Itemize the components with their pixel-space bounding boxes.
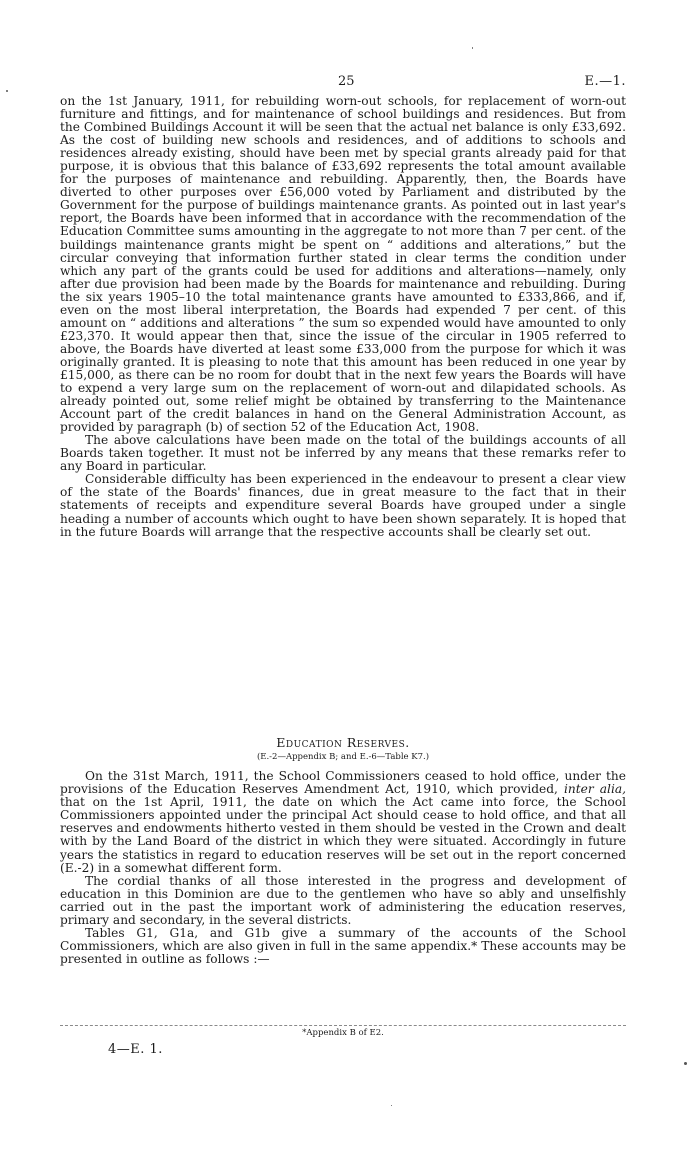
footnote-rule: [60, 1025, 626, 1026]
paragraph-difficulty: Considerable difficulty has been experienced in the endeavour to present a clear view of the state of the Boards' finances, due in great measure to the fact that in their statements of receipts and expenditure several Boards have grouped under a single heading a number of accounts which ought to have been shown separately. It is hoped that in the future Boards will arrange that the respective accounts shall be clearly set out.: [60, 472, 626, 539]
paragraph-commissioners-end: that on the 1st April, 1911, the date on which the Act came into force, the School Commissioners appointed under the principal Act should cease to hold office, and that all reserves and endowments hitherto vested in them should be vested in the Crown and dealt with by the Land Board of the district in which they were situated. Accordingly in future years the statistics in regard to education reserves will be set out in the report concerned (E.-2) in a somewhat different form.: [60, 795, 626, 875]
paragraph-commissioners-start: On the 31st March, 1911, the School Commissioners ceased to hold office, under the provisions of the Education Reserves Amendment Act, 1910, which provided,: [60, 769, 626, 797]
page-header: [60, 74, 626, 94]
paragraph-buildings-accounts: on the 1st January, 1911, for rebuilding worn-out schools, for replacement of worn-out furniture and fittings, and for maintenance of school buildings and residences. But from the Combined Buildings Account it will be seen that the actual net balance is only £33,692. As the cost of building new schools and residences, and of additions to schools and residences already existing, should have been met by special grants already paid for that purpose, it is obvious that this balance of £33,692 represents the total amount available for the purposes of maintenance and rebuilding. Apparently, then, the Boards have diverted to other purposes over £56,000 voted by Parliament and distributed by the Government for the purpose of buildings maintenance grants. As pointed out in last year's report, the Boards have been informed that in accordance with the recommendation of the Education Committee sums amounting in the aggregate to not more than 7 per cent. of the buildings maintenance grants might be spent on “ additions and alterations,” but the circular conveying that information further stated in clear terms the condition under which any part of the grants could be used for additions and alterations—namely, only after due provision had been made by the Boards for maintenance and rebuilding. During the six years 1905–10 the total maintenance grants have amounted to £333,866, and if, even on the most liberal interpretation, the Boards had expended 7 per cent. of this amount on “ additions and alterations ” the sum so expended would have amounted to only £23,370. It would appear then that, since the issue of the circular in 1905 referred to above, the Boards have diverted at least some £33,000 from the purpose for which it was originally granted. It is pleasing to note that this amount has been reduced in one year by £15,000, as there can be no room for doubt that in the next few years the Boards will have to expend a very large sum on the replacement of worn-out and dilapidated schools. As already pointed out, some relief might be obtained by transferring to the Maintenance Account part of the credit balances in hand on the General Administration Account, as provided by paragraph (b) of section 52 of the Education Act, 1908.: [60, 94, 626, 435]
paragraph-calculations: The above calculations have been made on the total of the buildings accounts of all Boards taken together. It must not be inferred by any means that these remarks refer to any Board in particular.: [60, 433, 626, 474]
italic-phrase: inter alia,: [564, 782, 626, 797]
signature-mark: 4—E. 1.: [108, 1042, 163, 1057]
scan-speck: [391, 1105, 392, 1106]
paragraph-commissioners: [60, 770, 626, 875]
section-text: [60, 770, 626, 966]
scan-speck: [6, 90, 8, 92]
body-text: [60, 95, 626, 539]
paragraph-tables: Tables G1, G1a, and G1b give a summary of the accounts of the School Commissioners, which are also given in full in the same appendix.* These accounts may be presented in outline as follows :—: [60, 926, 626, 967]
footnote: *Appendix B of E2.: [302, 1028, 384, 1038]
section-heading: Education Reserves.: [276, 735, 410, 750]
paragraph-thanks: The cordial thanks of all those interested in the progress and development of education in this Dominion are due to the gentlemen who have so ably and unselfishly carried out in the past the important work of administering the education reserves, primary and secondary, in the several districts.: [60, 873, 626, 928]
series-mark: E.—1.: [584, 74, 626, 89]
scan-speck: [472, 47, 473, 49]
section-reference: (E.-2—Appendix B; and E.-6—Table K7.): [256, 752, 430, 762]
scan-speck: [684, 1062, 687, 1065]
page-number: 25: [338, 74, 355, 89]
